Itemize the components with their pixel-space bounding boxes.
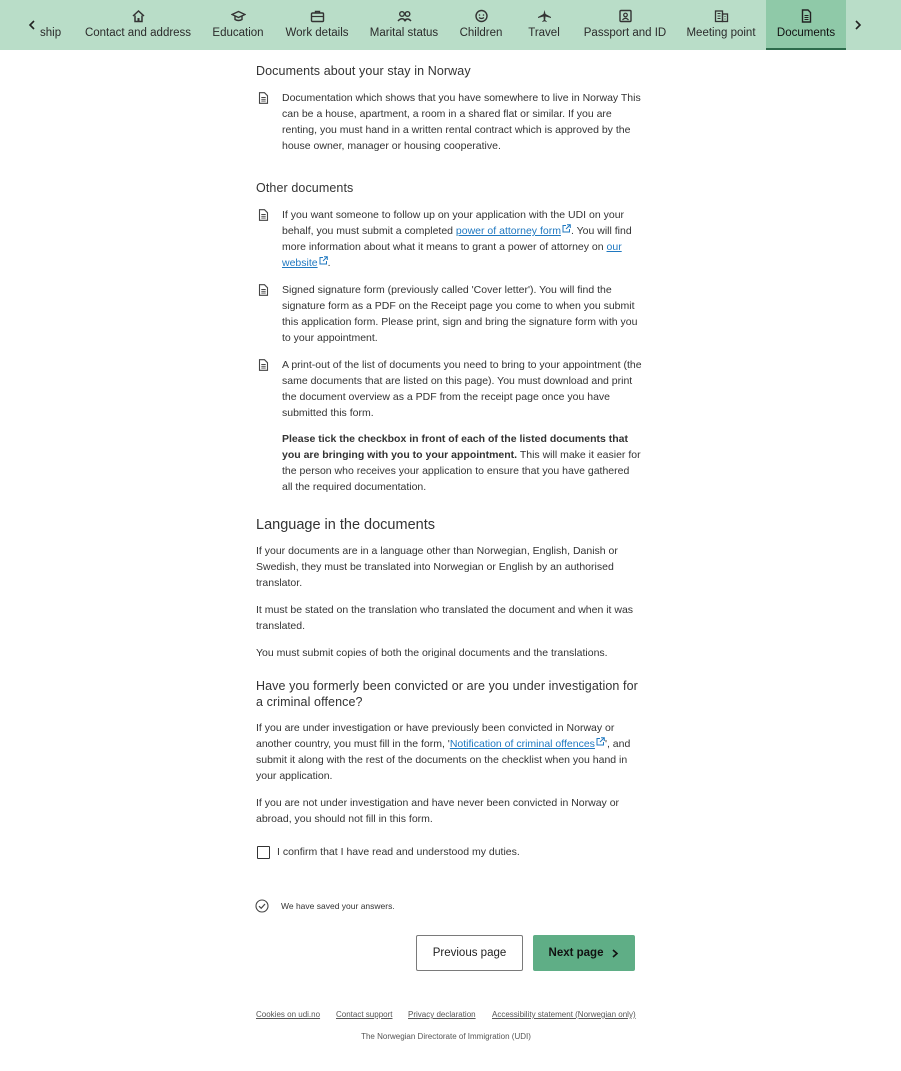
- tab-label: Meeting point: [686, 27, 756, 39]
- tab-citizenship[interactable]: [40, 0, 70, 50]
- chevron-right-icon: [611, 949, 619, 958]
- section-heading-stay: Documents about your stay in Norway: [256, 64, 471, 78]
- language-paragraph-2: It must be stated on the translation who translated the document and when it was translated.: [256, 604, 634, 632]
- tab-label: Marital status: [369, 27, 439, 39]
- previous-page-button[interactable]: Previous page: [416, 935, 523, 971]
- document-icon: [258, 357, 282, 495]
- section-heading-other: Other documents: [256, 181, 354, 195]
- document-icon: [258, 207, 282, 271]
- document-text: Signed signature form (previously called 'Cover letter'). You will find the signature form as a PDF on the Receipt page you come to when you submit this application form. Please print, sign and bring the signature form with you to your appointment.: [282, 284, 638, 344]
- smiley-icon: [474, 9, 489, 23]
- check-circle-icon: [255, 899, 269, 913]
- tab-documents[interactable]: [766, 0, 846, 50]
- airplane-icon: [537, 9, 552, 23]
- id-card-icon: [618, 9, 633, 23]
- document-icon: [799, 9, 814, 23]
- next-page-button[interactable]: Next page: [533, 935, 635, 971]
- external-link-icon: [596, 737, 605, 746]
- tab-label: Contact and address: [84, 27, 192, 39]
- home-icon: [131, 9, 146, 23]
- tab-travel[interactable]: [518, 0, 570, 50]
- document-text: If you want someone to follow up on your application with the UDI on your behalf, you must submit a completed: [282, 209, 625, 237]
- tab-passport-and-id[interactable]: [578, 0, 672, 50]
- section-heading-criminal: Have you formerly been convicted or are you under investigation for a criminal offence?: [256, 679, 638, 709]
- tab-label: Documents: [776, 27, 836, 39]
- our-website-link[interactable]: our website: [282, 241, 622, 269]
- document-item-power-of-attorney: If you want someone to follow up on your application with the UDI on your behalf, you must submit a completed power of attorney form . You will find more information about what it means to grant a power of attorney on our website .: [258, 207, 642, 271]
- tab-education[interactable]: [204, 0, 272, 50]
- footer-link-contact-support[interactable]: Contact support: [336, 1010, 393, 1019]
- tab-contact-and-address[interactable]: [78, 0, 198, 50]
- external-link-icon: [319, 256, 328, 265]
- instruction-rest: This will make it easier for the person who receives your application to ensure that you have gathered all the required documentation.: [282, 449, 641, 493]
- notification-criminal-offences-link[interactable]: Notification of criminal offences: [450, 738, 605, 750]
- footer-organization: The Norwegian Directorate of Immigration (UDI): [361, 1032, 531, 1041]
- language-paragraph-3: You must submit copies of both the original documents and the translations.: [256, 647, 608, 659]
- tab-label: ship: [40, 27, 62, 39]
- section-heading-language: Language in the documents: [256, 517, 435, 533]
- building-icon: [714, 9, 729, 23]
- document-item-signature-form: [258, 282, 642, 346]
- confirm-duties-label[interactable]: I confirm that I have read and understood my duties.: [277, 846, 520, 858]
- tab-work-details[interactable]: [279, 0, 355, 50]
- document-icon: [258, 282, 282, 346]
- tab-marital-status[interactable]: [363, 0, 445, 50]
- power-of-attorney-link[interactable]: power of attorney form: [456, 225, 571, 237]
- document-text: Documentation which shows that you have somewhere to live in Norway This can be a house, apartment, a room in a shared flat or similar. If you are renting, you must hand in a written rental contract which is approved by the house owner, manager or housing cooperative.: [282, 92, 641, 152]
- chevron-right-icon: [853, 20, 863, 30]
- tab-meeting-point[interactable]: [680, 0, 762, 50]
- criminal-paragraph-2: If you are not under investigation and have never been convicted in Norway or abroad, you should not fill in this form.: [256, 797, 620, 825]
- external-link-icon: [562, 224, 571, 233]
- document-item-document-list: [258, 357, 642, 495]
- language-paragraph-1: If your documents are in a language other than Norwegian, English, Danish or Swedish, they must be translated into Norwegian or English by an authorised translator.: [256, 545, 618, 589]
- confirm-duties-checkbox[interactable]: [257, 846, 270, 859]
- graduation-cap-icon: [231, 9, 246, 23]
- tab-label: Education: [212, 27, 264, 39]
- tab-children[interactable]: [452, 0, 510, 50]
- people-icon: [397, 9, 412, 23]
- footer-link-privacy[interactable]: Privacy declaration: [408, 1010, 476, 1019]
- document-text: A print-out of the list of documents you need to bring to your appointment (the same documents that are listed on this page). You must download and print the document overview as a PDF from the receipt page once you have submitted this form.: [282, 359, 642, 419]
- saved-status-text: We have saved your answers.: [281, 901, 395, 911]
- briefcase-icon: [310, 9, 325, 23]
- chevron-left-icon: [27, 20, 37, 30]
- tab-label: Work details: [285, 27, 349, 39]
- tab-label: Passport and ID: [583, 27, 667, 39]
- footer-link-accessibility[interactable]: Accessibility statement (Norwegian only): [492, 1010, 636, 1019]
- document-icon: [258, 90, 282, 154]
- tab-label: Travel: [528, 27, 560, 39]
- document-item-housing: [258, 90, 642, 154]
- footer-link-cookies[interactable]: Cookies on udi.no: [256, 1010, 321, 1019]
- criminal-paragraph-1: If you are under investigation or have previously been convicted in Norway or another country, you must fill in the form, 'Notification of criminal offences ', and submit it along with the rest of the documents on the checklist when you hand in your application.: [256, 722, 631, 782]
- tab-label: Children: [459, 27, 503, 39]
- step-navigation: [0, 0, 901, 50]
- tick-checkbox-instruction: Please tick the checkbox in front of each of the listed documents that you are bringing with you to your appointment.: [282, 433, 628, 461]
- nav-scroll-right-button[interactable]: [838, 0, 878, 50]
